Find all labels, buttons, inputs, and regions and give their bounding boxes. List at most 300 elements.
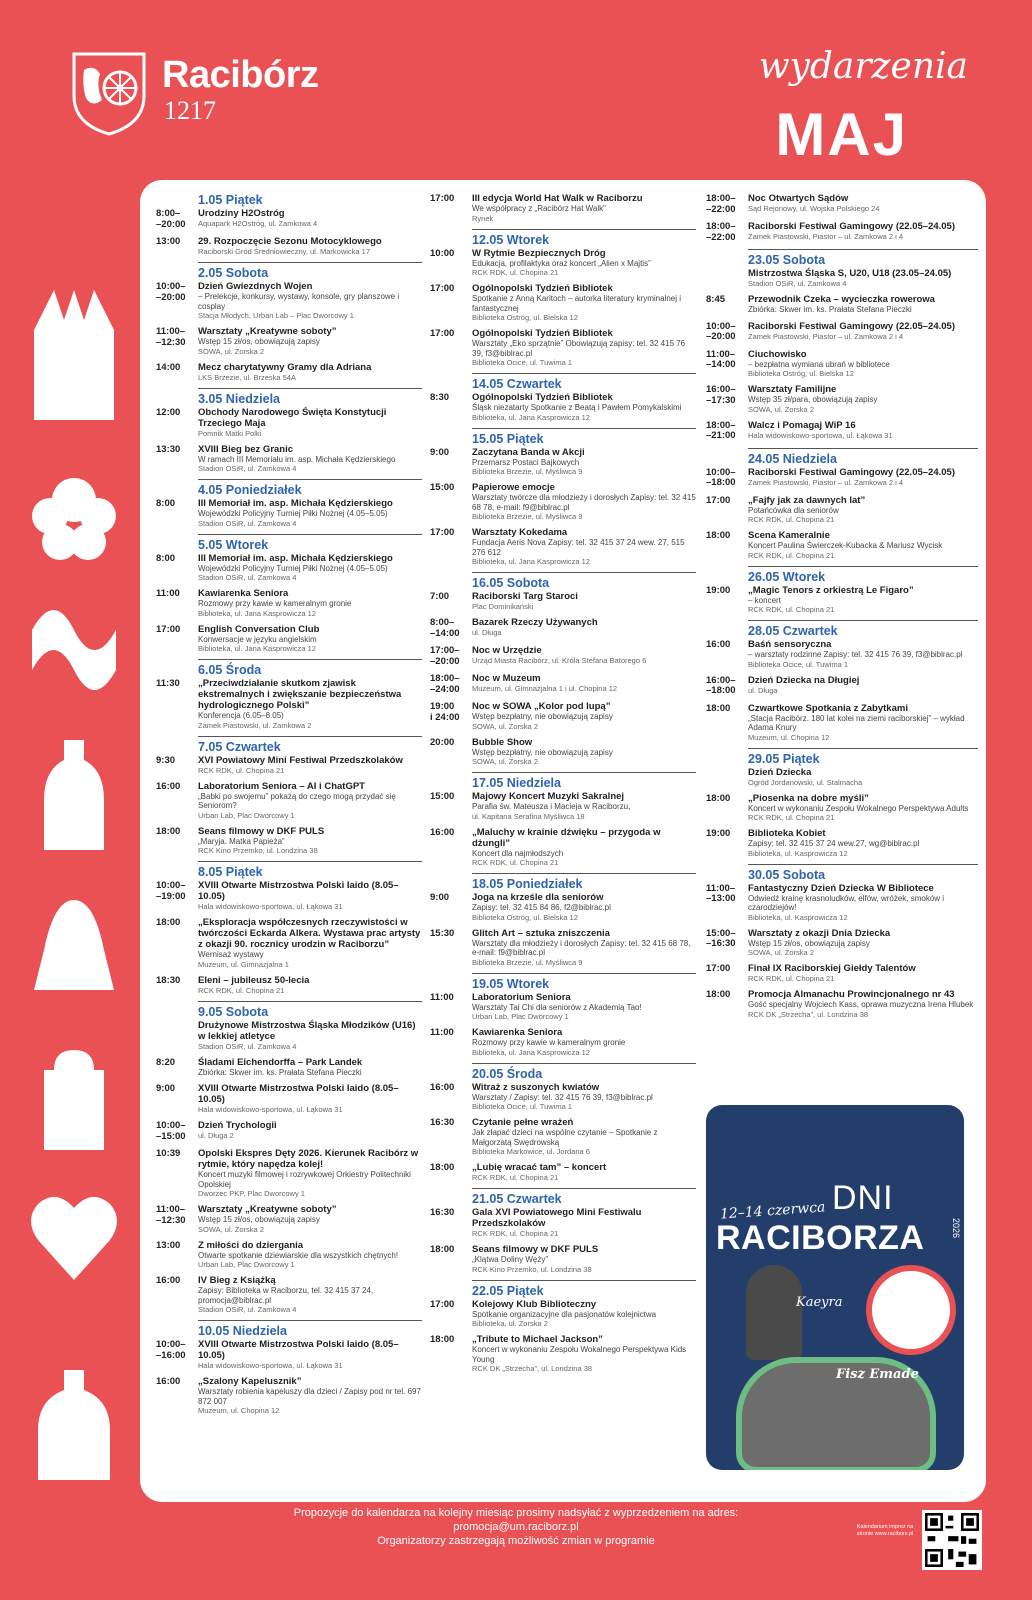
event-description: „Klątwa Doliny Węży” — [472, 1255, 549, 1264]
event-body — [198, 1120, 422, 1142]
event-body — [748, 349, 978, 379]
event-item[interactable] — [430, 1299, 696, 1329]
event-place: RCK RDK, ul. Chopina 21 — [748, 515, 835, 524]
event-time: 18:00– –21:00 — [706, 419, 736, 441]
event-body — [472, 328, 696, 367]
event-place: Aquapark H2Ostróg, ul. Zamkowa 4 — [198, 219, 318, 228]
event-place: Hala widowiskowo-sportowa, ul. Łąkowa 31 — [198, 1361, 343, 1370]
event-time: 8:00 — [156, 498, 176, 509]
event-time: 9:30 — [156, 754, 176, 766]
event-item[interactable] — [430, 328, 696, 367]
event-item[interactable] — [706, 585, 978, 615]
day-section — [156, 534, 422, 654]
event-item[interactable] — [156, 678, 422, 730]
event-description: „Maryja. Matka Papieża” — [198, 836, 285, 846]
event-item[interactable] — [430, 1334, 696, 1373]
artist-photo — [746, 1265, 802, 1360]
event-item[interactable] — [430, 392, 696, 422]
event-item[interactable] — [706, 530, 978, 560]
event-title: Drużynowe Mistrzostwa Śląska Młodzików (U16) w lekkiej atletyce — [198, 1019, 416, 1042]
event-place: Biblioteka Brzezie, ul. Myśliwca 9 — [472, 957, 583, 967]
event-title: Kawiarenka Seniora — [472, 1027, 563, 1038]
footer-email[interactable]: promocja@um.raciborz.pl — [453, 1521, 579, 1533]
event-item[interactable] — [706, 703, 978, 742]
qr-caption: Kalendarium imprez na stronie www.raciborz.pl — [856, 1524, 914, 1537]
event-place: Urząd Miasta Racibórz, ul. Króla Stefana Batorego 6 — [472, 656, 647, 665]
day-heading: 15.05 Piątek — [472, 428, 696, 446]
event-item[interactable] — [430, 928, 696, 967]
event-time: 16:00 — [430, 826, 455, 838]
event-body — [472, 591, 696, 611]
event-title: „Magic Tenors z orkiestrą Le Figaro” — [748, 584, 914, 596]
event-item[interactable] — [706, 767, 978, 787]
event-time: 10:00– –20:00 — [156, 281, 186, 303]
day-section — [430, 428, 696, 567]
event-title: Warsztaty z okazji Dnia Dziecka — [748, 927, 891, 939]
event-title: Ogólnopolski Tydzień Bibliotek — [472, 328, 613, 339]
event-time: 10:00– –18:00 — [706, 466, 736, 488]
event-item[interactable] — [430, 1117, 696, 1156]
event-item[interactable] — [156, 553, 422, 583]
event-body — [472, 1334, 696, 1373]
event-item[interactable] — [706, 989, 978, 1019]
event-item[interactable] — [156, 236, 422, 256]
day-heading: 12.05 Wtorek — [472, 229, 696, 247]
event-description: „Stacja Racibórz. 180 lat kolei na ziemi raciborskiej” – wykład Adama Knury — [748, 713, 965, 732]
day-section — [430, 229, 696, 368]
event-place: RCK DK „Strzecha”, ul. Londzina 38 — [472, 1364, 593, 1373]
event-item[interactable] — [156, 1083, 422, 1114]
event-time: 11:00 — [430, 1027, 454, 1038]
event-body — [198, 1240, 422, 1270]
event-place: Biblioteka, ul. Jana Kasprowicza 12 — [472, 1047, 590, 1057]
qr-code-icon[interactable] — [922, 1510, 982, 1570]
event-title: Promocja Almanachu Prowincjonalnego nr 43 — [748, 989, 955, 1000]
event-title: Biblioteka Kobiet — [748, 828, 826, 839]
event-description: – bezpłatna wymiana ubrań w bibliotece — [748, 359, 890, 369]
event-item[interactable] — [430, 1207, 696, 1238]
day-section — [430, 1188, 696, 1274]
event-place: RCK DK „Strzecha”, ul. Londzina 38 — [748, 1009, 869, 1019]
event-place: RCK RDK, ul. Chopina 21 — [198, 765, 285, 775]
event-time: 16:00– –18:00 — [706, 674, 736, 696]
month-title: MAJ — [775, 101, 908, 168]
day-heading: 26.05 Wtorek — [748, 566, 978, 584]
event-description: Koncert dla najmłodszych — [472, 848, 564, 858]
event-description: Gość specjalny Wojciech Kass, oprawa muzyczna Irena Hlubek — [748, 1000, 974, 1009]
event-place: Biblioteka Ocice, ul. Tuwima 1 — [472, 1102, 573, 1111]
event-title: Laboratorium Seniora – AI i ChatGPT — [198, 780, 365, 792]
day-heading: 23.05 Sobota — [748, 249, 978, 267]
event-time: 17:00 — [430, 527, 455, 538]
event-body — [472, 1299, 696, 1329]
event-description: Rozmowy przy kawie w kameralnym gronie — [472, 1038, 626, 1047]
event-item[interactable] — [706, 384, 978, 414]
event-item[interactable] — [430, 193, 696, 223]
event-item[interactable] — [706, 883, 978, 922]
event-description: Odwiedź krainę krasnoludków, elfów, wróżek, smoków i czarodziejów! — [748, 893, 945, 912]
event-item[interactable] — [156, 1057, 422, 1078]
event-description: Warsztaty twórcze dla młodzieży i dorosłych Zapisy: tel. 32 415 68 78, e-mail: f9@biblrac.pl — [472, 493, 696, 512]
city-year: 1217 — [164, 96, 216, 125]
event-body — [748, 221, 978, 243]
event-time: 9:00 — [430, 892, 450, 903]
event-title: Ogólnopolski Tydzień Bibliotek — [472, 283, 613, 294]
event-body — [748, 268, 978, 288]
event-time: 18:30 — [156, 974, 181, 986]
event-title: Kawiarenka Seniora — [198, 588, 289, 599]
event-time: 20:00 — [430, 736, 455, 748]
event-title: Śladami Eichendorffa – Park Landek — [198, 1056, 363, 1068]
day-heading: 20.05 Środa — [472, 1063, 696, 1081]
city-crest-icon — [70, 50, 148, 136]
event-place: RCK RDK, ul. Chopina 21 — [472, 1229, 559, 1238]
event-title: XVIII Bieg bez Granic — [198, 443, 294, 455]
event-item[interactable] — [706, 963, 978, 983]
decorative-tower-shapes — [24, 290, 124, 1480]
event-body — [748, 963, 978, 983]
event-item[interactable] — [706, 321, 978, 343]
event-place: RCK RDK, ul. Chopina 21 — [748, 550, 835, 560]
event-time: 11:00– –12:30 — [156, 1204, 186, 1226]
event-time: 18:00– –24:00 — [430, 673, 460, 695]
event-item[interactable] — [706, 221, 978, 243]
event-title: Czwartkowe Spotkania z Zabytkami — [748, 702, 908, 714]
event-item[interactable] — [430, 645, 696, 667]
day-section — [156, 1001, 422, 1315]
event-description: Wstęp 35 zł/para, obowiązują zapisy — [748, 395, 878, 404]
event-time: 14:00 — [156, 361, 181, 373]
event-time: 12:00 — [156, 406, 181, 418]
event-item[interactable] — [156, 444, 422, 474]
event-item[interactable] — [430, 992, 696, 1022]
event-body — [198, 917, 422, 969]
event-item[interactable] — [430, 827, 696, 868]
event-place: Muzeum, ul. Gimnazjalna 1 i ul. Chopina 12 — [472, 684, 618, 693]
event-item[interactable] — [430, 482, 696, 521]
event-description: Zbiórka: Skwer im. ks. Prałata Stefana Pieczki — [198, 1067, 362, 1077]
event-item[interactable] — [156, 1275, 422, 1314]
event-title: Warsztaty „Kreatywne soboty” — [198, 1204, 337, 1215]
event-description: Koncert w wykonaniu Zespołu Wokalnego Perspektywa Adults — [748, 803, 969, 813]
event-body — [748, 675, 978, 697]
event-item[interactable] — [430, 617, 696, 639]
event-time: 18:00– –22:00 — [706, 193, 736, 215]
event-place: ul. Kapitana Serafina Myśliwca 18 — [472, 811, 585, 821]
event-item[interactable] — [706, 828, 978, 858]
event-description: Warsztaty / Zapisy: tel. 32 415 76 39, f3@biblrac.pl — [472, 1092, 653, 1102]
event-time: 16:00 — [430, 1081, 455, 1093]
event-place: Hala widowiskowo-sportowa, ul. Łąkowa 31 — [198, 1105, 343, 1114]
event-place: Muzeum, ul. Chopina 12 — [748, 732, 830, 742]
event-place: Biblioteka Ostróg, ul. Bielska 12 — [748, 369, 854, 378]
event-time: 15:00 — [430, 482, 455, 493]
event-item[interactable] — [156, 781, 422, 820]
day-section — [706, 620, 978, 742]
event-body — [472, 1162, 696, 1182]
event-item[interactable] — [156, 1339, 422, 1370]
event-item[interactable] — [156, 880, 422, 911]
event-body — [748, 321, 978, 343]
event-description: Wstęp 15 zł/os, obowiązują zapisy — [748, 938, 870, 948]
event-body — [198, 1339, 422, 1370]
event-title: „Fajfy jak za dawnych lat” — [748, 494, 866, 506]
event-item[interactable] — [430, 1162, 696, 1182]
event-time: 18:00 — [430, 1244, 455, 1255]
event-item[interactable] — [430, 701, 696, 731]
event-time: 17:00 — [430, 193, 455, 204]
event-body — [198, 1083, 422, 1114]
day-heading: 3.05 Niedziela — [198, 388, 422, 406]
event-item[interactable] — [156, 975, 422, 995]
event-place: RCK Kino Przemko, ul. Londzina 38 — [472, 1264, 592, 1274]
event-body — [472, 283, 696, 322]
event-place: Hala widowiskowo-sportowa, ul. Łąkowa 31 — [198, 902, 343, 911]
event-item[interactable] — [706, 928, 978, 958]
event-item[interactable] — [156, 1240, 422, 1270]
event-body — [198, 826, 422, 856]
event-description: Przemarsz Postaci Bajkowych — [472, 457, 580, 467]
event-title: Obchody Narodowego Święta Konstytucji Trzeciego Maja — [198, 406, 387, 429]
footer-note: Propozycje do kalendarza na kolejny miesiąc prosimy nadsyłać z wyprzedzeniem na adres: — [293, 1507, 739, 1519]
day-heading: 10.05 Niedziela — [198, 1320, 422, 1338]
event-place: Urban Lab, Plac Dworcowy 1 — [198, 1260, 295, 1269]
day-heading: 8.05 Piątek — [198, 861, 422, 879]
day-heading: 18.05 Poniedziałek — [472, 873, 696, 891]
event-description: Wstęp bezpłatny, nie obowiązują zapisy — [472, 747, 613, 757]
event-item[interactable] — [430, 1082, 696, 1112]
event-time: 17:00 — [430, 1298, 455, 1310]
event-item[interactable] — [156, 208, 422, 230]
event-time: 19:00 i 24:00 — [430, 701, 460, 723]
event-item[interactable] — [156, 1376, 422, 1415]
event-item[interactable] — [706, 495, 978, 525]
event-body — [748, 467, 978, 489]
event-item[interactable] — [156, 1148, 422, 1198]
event-item[interactable] — [156, 1204, 422, 1234]
event-time: 15:00– –16:30 — [706, 927, 736, 949]
events-column — [706, 190, 978, 1025]
event-body — [472, 392, 696, 422]
event-item[interactable] — [430, 248, 696, 278]
event-title: Fantastyczny Dzień Dziecka W Bibliotece — [748, 882, 934, 894]
event-place: RCK RDK, ul. Chopina 21 — [198, 985, 285, 995]
event-item[interactable] — [430, 591, 696, 611]
event-place: Biblioteka Ocice, ul. Tuwima 1 — [472, 358, 573, 367]
event-time: 11:00 — [156, 588, 180, 599]
event-body — [198, 880, 422, 911]
event-time: 10:00– –20:00 — [706, 320, 736, 342]
event-item[interactable] — [430, 737, 696, 767]
event-time: 17:00 — [706, 963, 731, 974]
event-item[interactable] — [156, 1120, 422, 1142]
event-item[interactable] — [430, 283, 696, 322]
event-time: 16:00 — [156, 1275, 181, 1286]
event-time: 13:00 — [156, 1239, 181, 1251]
event-body — [198, 1148, 422, 1198]
event-item[interactable] — [156, 755, 422, 775]
event-title: Urodziny H2Ostróg — [198, 208, 285, 219]
page-header — [0, 0, 1032, 180]
event-item[interactable] — [706, 294, 978, 315]
event-time: 18:00 — [706, 530, 731, 541]
event-place: Rynek — [472, 213, 494, 223]
event-place: Stadion OSiR, ul. Zamkowa 4 — [748, 279, 847, 288]
event-title: Kolejowy Klub Biblioteczny — [472, 1298, 597, 1310]
event-title: Witraż z suszonych kwiatów — [472, 1081, 600, 1093]
event-description: Koncert muzyki filmowej i rozrywkowej Orkiestry Politechniki Opolskiej — [198, 1170, 411, 1189]
event-body — [472, 737, 696, 767]
event-place: Raciborski Gród Średniowieczny, ul. Markowicka 17 — [198, 247, 371, 256]
event-title: Raciborski Festiwal Gamingowy (22.05–24.05) — [748, 221, 955, 232]
event-item[interactable] — [156, 1020, 422, 1051]
event-item[interactable] — [706, 675, 978, 697]
event-time: 11:00– –14:00 — [706, 348, 736, 370]
event-place: LKS Brzezie, ul. Brzeska 54A — [198, 372, 296, 382]
event-time: 10:00– –16:00 — [156, 1339, 186, 1361]
event-description: W ramach III Memoriału im. asp. Michała Kędzierskiego — [198, 454, 396, 464]
event-place: SOWA, ul. Żorska 2 — [472, 721, 538, 731]
day-section — [156, 193, 422, 256]
event-body — [472, 617, 696, 639]
event-item[interactable] — [430, 892, 696, 922]
event-title: Walcz i Pomagaj WiP 16 — [748, 419, 856, 431]
event-body — [748, 530, 978, 560]
event-time: 17:00 — [430, 283, 455, 294]
day-section — [706, 249, 978, 442]
day-heading: 17.05 Niedziela — [472, 772, 696, 790]
event-body — [748, 585, 978, 615]
event-body — [748, 294, 978, 315]
day-section — [430, 1063, 696, 1183]
event-time: 11:30 — [156, 678, 180, 689]
event-time: 10:00– –15:00 — [156, 1120, 186, 1142]
event-body — [198, 444, 422, 474]
event-item[interactable] — [156, 407, 422, 438]
event-title: „Piosenka na dobre myśli” — [748, 792, 869, 804]
events-column — [430, 190, 696, 1379]
event-place: RCK RDK, ul. Chopina 21 — [472, 858, 559, 867]
day-section — [430, 193, 696, 223]
event-item[interactable] — [430, 447, 696, 477]
event-place: Biblioteka, ul. Jana Kasprowicza 12 — [472, 412, 590, 422]
event-item[interactable] — [706, 349, 978, 379]
event-body — [198, 975, 422, 995]
event-item[interactable] — [706, 268, 978, 288]
event-title: Papierowe emocje — [472, 482, 555, 493]
event-item[interactable] — [156, 588, 422, 618]
event-body — [198, 678, 422, 730]
event-place: Biblioteka, ul. Żorska 2 — [472, 1319, 548, 1328]
event-description: Zapisy: tel. 32 415 84 86, f2@biblrac.pl — [472, 903, 611, 912]
event-time — [156, 1020, 198, 1051]
event-place: Stadion OSiR, ul. Zamkowa 4 — [198, 464, 297, 473]
event-description: – koncert — [748, 595, 781, 605]
event-title: Noc w SOWA „Kolor pod lupą” — [472, 701, 611, 712]
event-time: 9:00 — [156, 1083, 176, 1094]
event-item[interactable] — [156, 362, 422, 382]
event-body — [748, 495, 978, 525]
event-body — [198, 1057, 422, 1078]
event-body — [472, 673, 696, 695]
event-title: Warsztaty „Kreatywne soboty” — [198, 326, 337, 337]
day-section — [430, 373, 696, 422]
artist-name: Kaeyra — [796, 1295, 843, 1310]
event-place: RCK Kino Przemko, ul. Londzina 38 — [198, 846, 318, 855]
event-item[interactable] — [706, 467, 978, 489]
event-body — [472, 1117, 696, 1156]
day-heading: 4.05 Poniedziałek — [198, 479, 422, 497]
promo-year: 2026 — [951, 1217, 962, 1239]
day-heading: 29.05 Piątek — [748, 748, 978, 766]
event-item[interactable] — [156, 326, 422, 356]
event-title: Warsztaty Kokedama — [472, 527, 568, 538]
event-time: 16:30 — [430, 1207, 455, 1218]
day-section — [156, 659, 422, 730]
event-item[interactable] — [430, 791, 696, 821]
event-item[interactable] — [706, 793, 978, 823]
band-photo — [866, 1265, 956, 1355]
event-title: „Szalony Kapelusznik” — [198, 1376, 302, 1387]
dni-raciborza-poster[interactable] — [706, 1105, 964, 1470]
day-section — [706, 864, 978, 1019]
event-title: Czytanie pełne wrażeń — [472, 1117, 574, 1128]
event-place: RCK RDK, ul. Chopina 21 — [748, 605, 835, 614]
event-description: Potańcówka dla seniorów — [748, 505, 839, 515]
event-item[interactable] — [156, 624, 422, 654]
event-time: 13:00 — [156, 236, 181, 247]
event-item[interactable] — [706, 639, 978, 669]
day-section — [430, 572, 696, 766]
event-place: Plac Dominikański — [472, 602, 534, 611]
event-place: RCK RDK, ul. Chopina 21 — [472, 1173, 559, 1182]
day-section — [706, 748, 978, 858]
event-description: „Babki po swojemu” pokażą do czego mogą przydać się Seniorom? — [198, 791, 396, 810]
event-item[interactable] — [156, 917, 422, 969]
event-time: 18:00 — [156, 917, 181, 928]
event-item[interactable] — [156, 826, 422, 856]
event-item[interactable] — [430, 1244, 696, 1274]
day-section — [156, 262, 422, 382]
event-time: 18:00 — [706, 792, 731, 804]
event-description: Wstęp 15 zł/os, obowiązują zapisy — [198, 1215, 320, 1224]
artist-name: Fisz Emade — [836, 1367, 919, 1382]
event-item[interactable] — [706, 193, 978, 215]
event-title: Ciuchowisko — [748, 348, 807, 360]
event-description: Warsztaty „Eko sprzątnie” Obowiązują zapisy: tel. 32 415 76 39, f3@biblrac.pl — [472, 339, 686, 358]
event-item[interactable] — [430, 673, 696, 695]
event-description: Spotkanie organizacyjne dla pasjonatów kolejnictwa — [472, 1309, 657, 1319]
day-section — [706, 193, 978, 243]
event-time: 16:00 — [156, 1376, 181, 1387]
event-body — [198, 498, 422, 528]
day-heading: 1.05 Piątek — [198, 193, 263, 207]
footer-disclaimer: Organizatorzy zastrzegają możliwość zmian w programie — [377, 1535, 655, 1547]
event-place: Zamek Piastowski, Piastor – ul. Zamkowa 2 i 4 — [748, 232, 904, 241]
day-heading: 24.05 Niedziela — [748, 448, 978, 466]
events-panel — [140, 180, 986, 1502]
event-body — [198, 1020, 422, 1051]
event-item[interactable] — [706, 420, 978, 442]
event-item[interactable] — [430, 1027, 696, 1057]
events-column — [156, 190, 422, 1421]
event-body — [198, 1376, 422, 1415]
event-item[interactable] — [430, 527, 696, 566]
event-place: Zamek Piastowski, Piastor – ul. Zamkowa 2 i 4 — [748, 331, 904, 341]
event-item[interactable] — [156, 498, 422, 528]
event-place: Stadion OSiR, ul. Zamkowa 4 — [198, 1305, 297, 1314]
event-item[interactable] — [156, 281, 422, 320]
